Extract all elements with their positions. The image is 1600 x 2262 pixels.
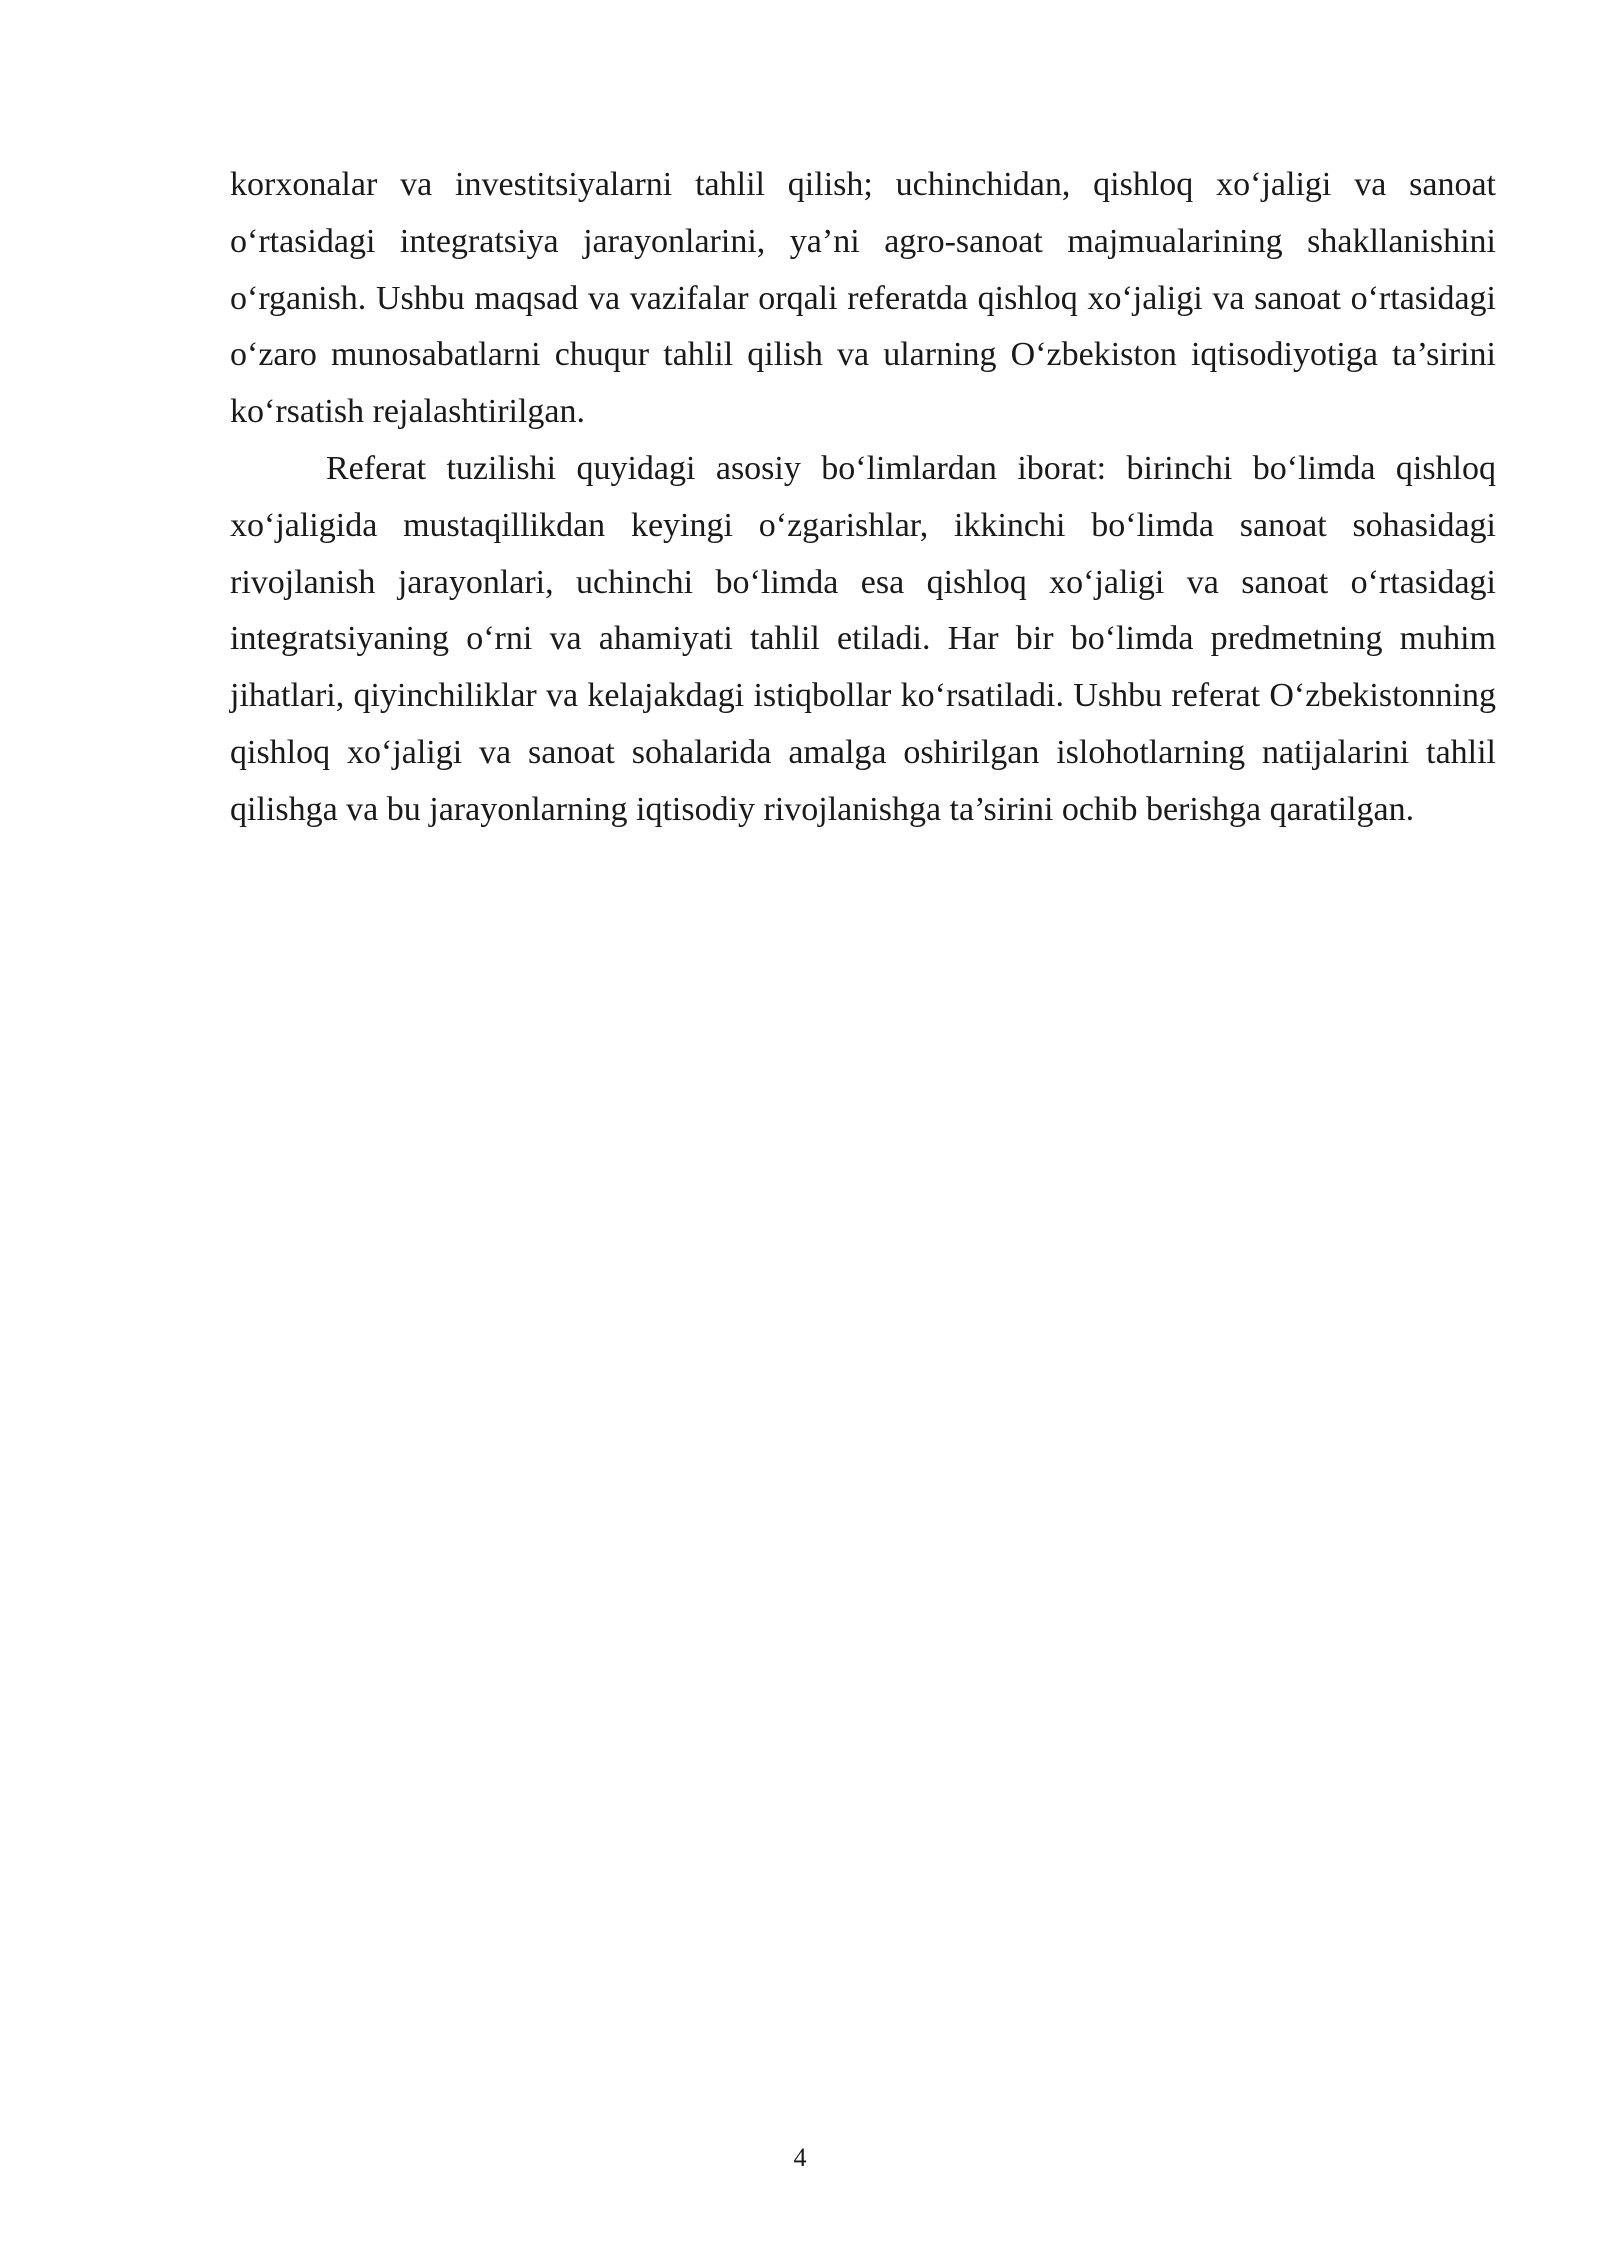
- body-text: [230, 157, 1496, 839]
- paragraph-continuation: korxonalar va investitsiyalarni tahlil qilish; uchinchidan, qishloq xo‘jaligi va sanoat o‘rtasidagi integratsiya jarayonlarini, ya’ni agro-sanoat majmualarining shakllanishini o‘rganish. Ushbu maqsad va vazifalar orqali referatda qishloq xo‘jaligi va sanoat o‘rtasidagi o‘zaro munosabatlarni chuqur tahlil qilish va ularning O‘zbekiston iqtisodiyotiga ta’sirini ko‘rsatish rejalashtirilgan.: [230, 166, 1496, 431]
- paragraph-structure: Referat tuzilishi quyidagi asosiy bo‘limlardan iborat: birinchi bo‘limda qishloq xo‘jaligida mustaqillikdan keyingi o‘zgarishlar, ikkinchi bo‘limda sanoat sohasidagi rivojlanish jarayonlari, uchinchi bo‘limda esa qishloq xo‘jaligi va sanoat o‘rtasidagi integratsiyaning o‘rni va ahamiyati tahlil etiladi. Har bir bo‘limda predmetning muhim jihatlari, qiyinchiliklar va kelajakdagi istiqbollar ko‘rsatiladi. Ushbu referat O‘zbekistonning qishloq xo‘jaligi va sanoat sohalarida amalga oshirilgan islohotlarning natijalarini tahlil qilishga va bu jarayonlarning iqtisodiy rivojlanishga ta’sirini ochib berishga qaratilgan.: [230, 449, 1496, 828]
- page-number: 4: [793, 2143, 807, 2172]
